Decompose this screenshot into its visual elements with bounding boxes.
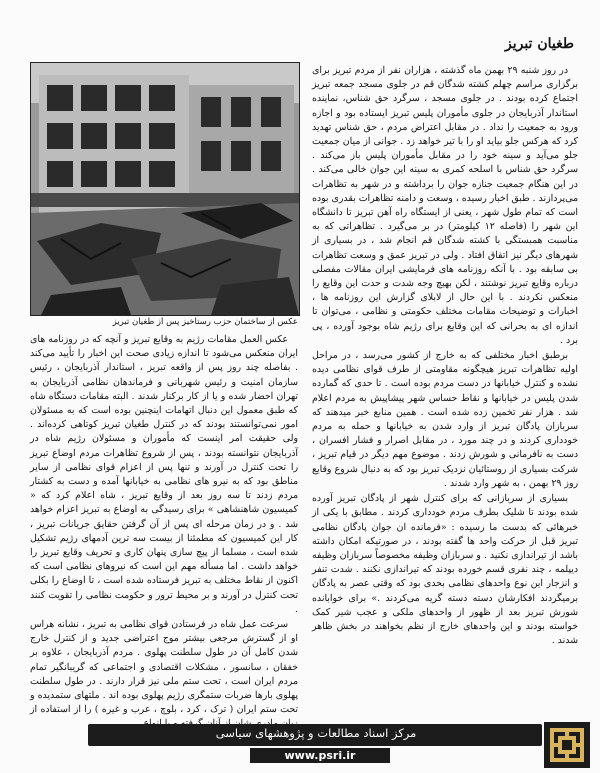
article-heading: طغیان تبریز — [504, 36, 574, 52]
institution-logo-icon — [544, 722, 590, 768]
left-column — [30, 333, 298, 716]
footer-url[interactable]: www.psri.ir — [250, 748, 390, 763]
paragraph: سرعت عمل شاه در فرستادن قوای نظامی به تبریز ، نشانه هراس او از گسترش مرجعی بیشتر موج اعتراضی جدید و از کنترل خارج شدن کامل آن در طول سلطنت پهلوی . مردم آذربایجان ، علاوه بر خفقان ، سانسور ، مشکلات اقتصادی و اجتماعی که گریبانگیر تمام مردم ایران است ، تحت ستم ملی نیز قرار دارند . در طول سلطنت پهلوی بارها ضربات ستمگری رژیم پهلوی بوده اند . ملتهای ستمدیده و تحت ستم ایران ( ترک ، کرد ، بلوچ ، عرب و غیره ) را از استفاده از — [30, 619, 298, 716]
article-photo — [30, 62, 300, 316]
footer-institution-name: مرکز اسناد مطالعات و پژوهشهای سیاسی — [215, 726, 417, 740]
paragraph: عکس العمل مقامات رژیم به وقایع تبریز و آنچه که در روزنامه های ایران منعکس می‌شود تا اندازه زیادی صحت این اخبار را تأیید می‌کند . بفاصله چند روز پس از واقعه تبریز ، استاندار آذربایجان ، رئیس سازمان امنیت و رئیس شهربانی و فرماندهان نظامی آذربایجان به تهران احضار شده و یا از کار برکنار شدند . البته مقامات دستگاه شاه که طبق معمول این دنبال اتهامات اینچنین بوده است که به مسئولان امور نمی‌توانستند بودند که در کنترل طغیان تبریز کوتاهی کرده‌اند . ولی حقیقت امر اینست که مأموران و مسئولان رژیم شاه در آذربایجان نتوانسته بودند ، پس از شروع تظاهرات مردم اوضاع تبریز را تحت کنترل در آورند و تنها پس از اعزام قوای نظامی از سایر مناطق بود که به نیرو های نظامی به خیابانها آمده و دست به کشتار مردم زدند تا سه روز بعد از وقایع تبریز ، شاه اعلام کرد که « کمیسیون شاهنشاهی » برای رسیدگی به اوضاع به تبریز اعزام خواهد شد . و در زمان مرحله ای پس از آن گرفتن حقایق جریانات تبریز ، کار این کمیسیون که مطمئنا از بیست سه ترین آدمهای رژیم تشکیل شده است ، مسلما از پیچ سازی پنهان کاری و تحریف وقایع تبریز را خواهد داشت . اما مسأله مهم این است که نیروهای نظامی است که اکنون از نقاط مختلف به تبریز فرستاده شده است ، تا اوضاع را بکلی تحت کنترل در آورند و بر محیط ترور و حکومت نظامی را تقویت کنند . — [30, 334, 298, 615]
paragraph: در روز شنبه ۲۹ بهمن ماه گذشته ، هزاران نفر از مردم تبریز برای برگزاری مراسم چهلم کشته شدگان قم در جلوی مسجد جمعه تبریز اجتماع کرده بودند . در جلوی مسجد ، سرگرد حق شناس، نماینده استاندار آذربایجان در جلوی مأموران پلیس تبریز ایستاده بود و اجازه ورود به جمعیت را نداد . در مقابل اعتراض مردم ، حق شناس تهدید کرد که هرکس جلو بیاید او را با تیر خواهد زد . جوانی از میان جمعیت جلو می‌آید و سینه خود را در مقابل مأموران پلیس باز می‌کند . سرگرد حق شناس با اسلحه کمری به سینه این جوان خالی می‌کند . در این هنگام جمعیت جنازه جوان را برداشته و در شهر به تظاهرات می‌پردازند . طبق اخبار رسیده ، وسعت و دامنه تظاهرات بقدری بوده است که تمام طول شهر ، یعنی از ایستگاه راه آهن تبریز تا دانشگاه این شهر را (فاصله ۱۲ کیلومتر) در بر می‌گیرد . تظاهراتی که به مناسبت همبستگی با کشته شدگان قم انجام شد ، در بسیاری از شهرهای دیگر نیز اتفاق افتاد . ولی در تبریز عمق و وسعت تظاهرات بی سابقه بود . با آنکه روزنامه های فرمایشی ایران مقالات مفصلی درباره وقایع تبریز نوشتند ، لکن بهیچ وجه شدت و حدت این وقایع را منعکس نکردند . با این حال از لابلای گزارش این روزنامه ها ، اخبارات و توضیحات مقامات مختلف حکومتی و نظامی ، می‌توان تا اندازه ای به بحرانی که این وقایع برای رژیم شاه بوجود آورده ، پی برد . — [312, 65, 578, 346]
paragraph: بسیاری از سربازانی که برای کنترل شهر از پادگان تبریز آورده شده بودند تا شلیک بطرف مردم خودداری کردند . مطابق با یکی از خبرهائی که بدست ما رسیده : «فرمانده ان جوان پادگان نظامی تبریز قبل از حرکت واحد ها گفته بودند ، در صورتیکه امکان داشته باشد از تیراندازی نکنید . و سربازان وظیفه مخصوصاً سربازان وظیفه دیپلمه ، چند نفری قسم خورده بودند که تیراندازی نکنند . شدت تنفر و انزجار این نوع واحدهای نظامی بحدی بود که وقتی عصر به پادگان برمیگردند افکارشان دسته دسته گریه می‌کردند .» برای خوابانده شورش تبریز بعد از ظهور از واحدهای ملکی و عجب شیر کمک خواسته بودند و این واحدهای خارج از نظم بخواهند در بخش ظاهر شدند . — [312, 493, 578, 647]
paragraph: برطبق اخبار مختلفی که به خارج از کشور می‌رسد ، در مراحل اولیه تظاهرات تبریز هیچگونه مقاومتی از طرف قوای نظامی دیده نشده و کنترل خیابانها در دست مردم بوده است . تا حدی که گمارده شدن پلیس در خیابانها و نقاط حساس شهر پیشاپیش به مردم اعلام شد . هزار نفر تخمین زده شده است . همین منابع خبر میدهند که سربازان پادگان تبریز از وارد شدن به خیابانها و حمله به مردم خودداری کردند و در چند مورد ، در مقابل اصرار و فشار افسران ، دست به نافرمانی و شورش زدند . موضوع مهم دیگر در قیام تبریز ، شرکت بسیاری از روستائیان نزدیک تبریز بود که به دنبال شروع وقایع روز ۲۹ بهمن ، به شهر وارد شدند . — [312, 350, 578, 489]
right-column — [312, 64, 578, 700]
photo-caption: عکس از ساختمان حزب رستاخیز پس از طغیان تبریز — [112, 317, 298, 327]
